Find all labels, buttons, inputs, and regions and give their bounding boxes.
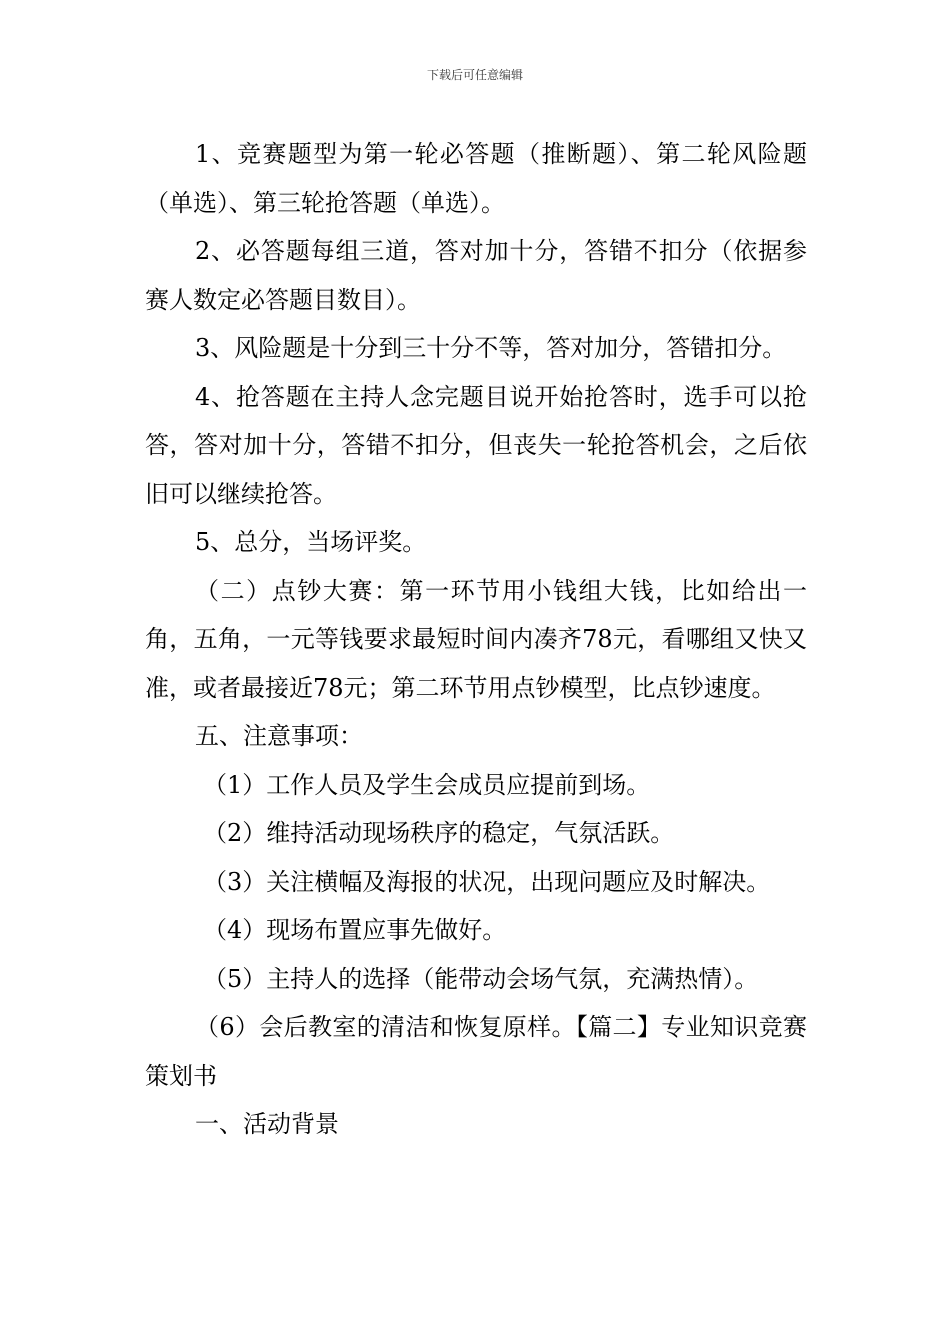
rule-total-score: 5、总分，当场评奖。 <box>195 528 427 556</box>
page-header: 下载后可任意编辑 <box>426 68 523 82</box>
rule-buzzer-questions: 4、抢答题在主持人念完题目说开始抢答时，选手可以抢答，答对加十分，答错不扣分，但丧失一轮抢答机会，之后依旧可以继续抢答。 <box>145 382 807 508</box>
note-item: （3）关注横幅及海报的状况，出现问题应及时解决。 <box>203 867 771 896</box>
section-heading-background: 一、活动背景 <box>195 1110 339 1138</box>
section-heading-notes: 五、注意事项： <box>195 722 363 750</box>
document-body <box>145 130 807 1149</box>
note-item: （1）工作人员及学生会成员应提前到场。 <box>203 770 651 799</box>
note-item: （2）维持活动现场秩序的稳定，气氛活跃。 <box>203 819 675 847</box>
note-item: （4）现场布置应事先做好。 <box>203 916 507 944</box>
rule-mandatory-questions: 2、必答题每组三道，答对加十分，答错不扣分（依据参赛人数定必答题目数目）。 <box>145 237 807 314</box>
cash-counting-contest: （二）点钞大赛：第一环节用小钱组大钱，比如给出一角，五角，一元等钱要求最短时间内凑齐78元，看哪组又快又准，或者最接近78元；第二环节用点钞模型，比点钞速度。 <box>145 576 807 702</box>
rule-question-types: 1、竞赛题型为第一轮必答题（推断题）、第二轮风险题（单选）、第三轮抢答题（单选）。 <box>145 140 807 217</box>
rule-risk-questions: 3、风险题是十分到三十分不等，答对加分，答错扣分。 <box>195 334 787 362</box>
note-item: （5）主持人的选择（能带动会场气氛，充满热情）。 <box>203 964 759 993</box>
note-item-cleanup: （6）会后教室的清洁和恢复原样。【篇二】专业知识竞赛策划书 <box>145 1013 807 1090</box>
